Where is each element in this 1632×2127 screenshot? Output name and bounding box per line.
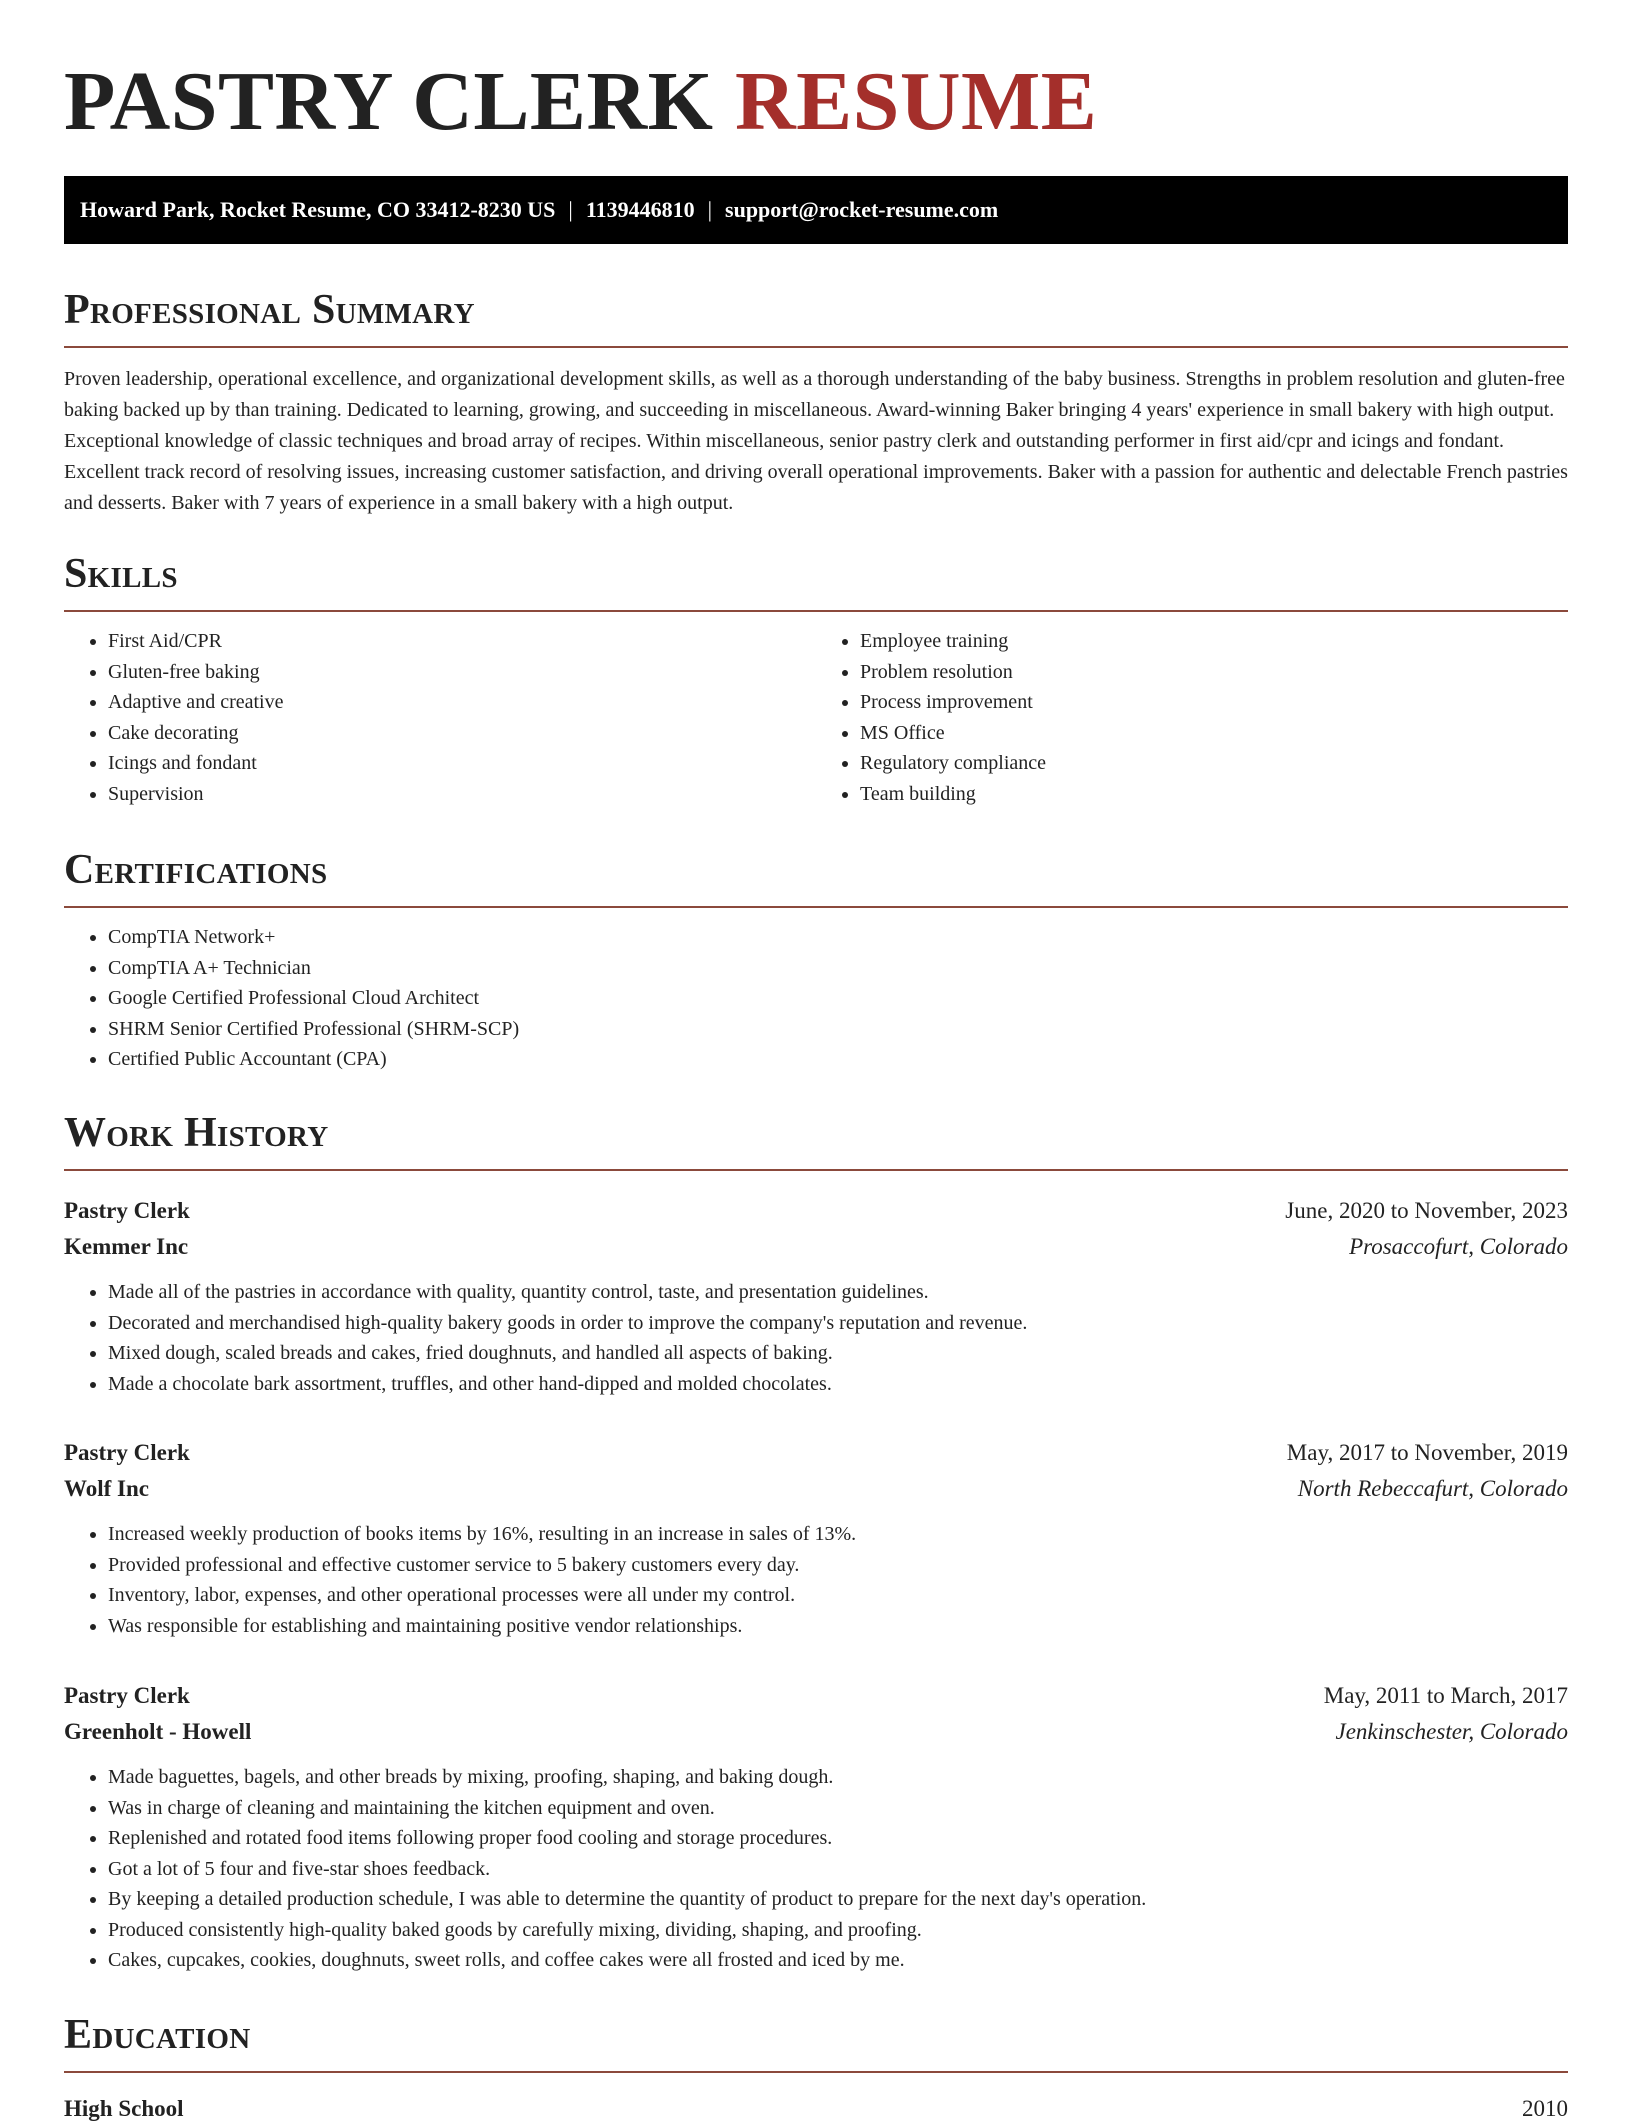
skill-item: • Gluten-free baking	[108, 657, 816, 688]
job-title: Pastry Clerk	[64, 1198, 190, 1223]
section-divider	[64, 346, 1568, 348]
job-company: Kemmer Inc	[64, 1234, 189, 1259]
job-duty: • Was responsible for establishing and maintaining positive vendor relationships.	[108, 1611, 1568, 1642]
job-company-row	[64, 1714, 1568, 1750]
job-duties-list	[64, 1277, 1568, 1399]
job-duty: • Was in charge of cleaning and maintaining the kitchen equipment and oven.	[108, 1793, 1568, 1824]
contact-separator: |	[707, 197, 713, 222]
certification-item: • CompTIA Network+	[108, 922, 1568, 953]
contact-separator: |	[568, 197, 573, 222]
skill-item: • Adaptive and creative	[108, 687, 816, 718]
contact-address: Howard Park, Rocket Resume, CO 33412-8230 US	[80, 197, 556, 222]
education-heading: Education	[64, 2012, 251, 2058]
education-school: High School	[64, 2096, 184, 2121]
job-entry	[64, 1435, 1568, 1641]
resume-title	[64, 0, 1568, 152]
skill-item: • Cake decorating	[108, 718, 816, 749]
job-duty: • Increased weekly production of books items by 16%, resulting in an increase in sales of 13%.	[108, 1519, 1568, 1550]
job-location: Jenkinschester, Colorado	[1335, 1719, 1568, 1744]
summary-text: Proven leadership, operational excellence, and organizational development skills, as well as a thorough understanding of the baby business. Strengths in problem resolution and gluten-free baking backed up by than training. Dedicated to learning, growing, and succeeding in miscellaneous. Award-winning Baker bringing 4 years' experience in small bakery with high output. Exceptional knowledge of classic techniques and broad array of recipes. Within miscellaneous, senior pastry clerk and outstanding performer in first aid/cpr and icings and fondant. Excellent track record of resolving issues, increasing customer satisfaction, and driving overall operational improvements. Baker with a passion for authentic and delectable French pastries and desserts. Baker with 7 years of experience in a small bakery with a high output.	[64, 368, 1568, 514]
job-dates: June, 2020 to November, 2023	[1285, 1198, 1568, 1223]
job-header-row	[64, 1435, 1568, 1471]
job-title: Pastry Clerk	[64, 1683, 190, 1708]
certification-item: • CompTIA A+ Technician	[108, 953, 1568, 984]
skill-item: • Regulatory compliance	[860, 748, 1568, 779]
job-duty: • Made all of the pastries in accordance with quality, quantity control, taste, and presentation guidelines.	[108, 1277, 1568, 1308]
job-duties-list	[64, 1519, 1568, 1641]
skill-item: • Team building	[860, 779, 1568, 810]
job-duty: • Got a lot of 5 four and five-star shoes feedback.	[108, 1854, 1568, 1885]
certifications-heading: Certifications	[64, 847, 328, 893]
job-location: Prosaccofurt, Colorado	[1349, 1234, 1568, 1259]
skills-right-list	[816, 626, 1568, 809]
work-history-heading: Work History	[64, 1110, 329, 1156]
contact-phone: 1139446810	[585, 197, 695, 222]
contact-bar	[64, 176, 1568, 244]
job-entry	[64, 1193, 1568, 1399]
job-duty: • Produced consistently high-quality baked goods by carefully mixing, dividing, shaping, and proofing.	[108, 1915, 1568, 1946]
skills-heading: Skills	[64, 551, 178, 597]
skill-item: • Supervision	[108, 779, 816, 810]
job-entry	[64, 1678, 1568, 1976]
skills-columns	[64, 612, 1568, 809]
skill-item: • MS Office	[860, 718, 1568, 749]
job-duty: • Provided professional and effective customer service to 5 bakery customers every day.	[108, 1550, 1568, 1581]
job-duties-list	[64, 1762, 1568, 1976]
section-divider	[64, 2071, 1568, 2073]
skill-item: • Process improvement	[860, 687, 1568, 718]
job-duty: • Decorated and merchandised high-quality bakery goods in order to improve the company's reputation and revenue.	[108, 1308, 1568, 1339]
certifications-section	[64, 846, 1568, 1075]
skills-section	[64, 550, 1568, 809]
work-history-section	[64, 1109, 1568, 1171]
certification-item: • SHRM Senior Certified Professional (SHRM-SCP)	[108, 1014, 1568, 1045]
section-divider	[64, 906, 1568, 908]
job-duty: • By keeping a detailed production schedule, I was able to determine the quantity of product to prepare for the next day's operation.	[108, 1884, 1568, 1915]
job-company: Greenholt - Howell	[64, 1719, 252, 1744]
job-header-row	[64, 1678, 1568, 1714]
skill-item: • First Aid/CPR	[108, 626, 816, 657]
contact-email[interactable]: support@rocket-resume.com	[725, 197, 999, 222]
certification-item: • Google Certified Professional Cloud Architect	[108, 983, 1568, 1014]
education-year: 2010	[1522, 2096, 1568, 2121]
job-duty: • Cakes, cupcakes, cookies, doughnuts, sweet rolls, and coffee cakes were all frosted and iced by me.	[108, 1945, 1568, 1976]
job-title: Pastry Clerk	[64, 1440, 190, 1465]
skill-item: • Employee training	[860, 626, 1568, 657]
certifications-list	[64, 922, 1568, 1075]
job-dates: May, 2017 to November, 2019	[1286, 1440, 1568, 1465]
job-location: North Rebeccafurt, Colorado	[1297, 1476, 1568, 1501]
education-entry	[64, 2091, 1568, 2127]
job-company: Wolf Inc	[64, 1476, 149, 1501]
job-duty: • Made baguettes, bagels, and other breads by mixing, proofing, shaping, and baking dough.	[108, 1762, 1568, 1793]
title-accent: RESUME	[734, 55, 1098, 148]
summary-section	[64, 286, 1568, 519]
resume-page	[64, 0, 1568, 2121]
job-company-row	[64, 1471, 1568, 1507]
title-main: PASTRY CLERK	[64, 55, 714, 148]
job-duty: • Replenished and rotated food items following proper food cooling and storage procedures.	[108, 1823, 1568, 1854]
skills-left-list	[64, 626, 816, 809]
certification-item: • Certified Public Accountant (CPA)	[108, 1044, 1568, 1075]
job-company-row	[64, 1229, 1568, 1265]
job-duty: • Made a chocolate bark assortment, truffles, and other hand-dipped and molded chocolates.	[108, 1369, 1568, 1400]
summary-heading: Professional Summary	[64, 287, 475, 333]
skill-item: • Problem resolution	[860, 657, 1568, 688]
job-duty: • Mixed dough, scaled breads and cakes, fried doughnuts, and handled all aspects of baking.	[108, 1338, 1568, 1369]
education-section	[64, 2011, 1568, 2127]
job-header-row	[64, 1193, 1568, 1229]
section-divider	[64, 1169, 1568, 1171]
skill-item: • Icings and fondant	[108, 748, 816, 779]
job-duty: • Inventory, labor, expenses, and other operational processes were all under my control.	[108, 1580, 1568, 1611]
job-dates: May, 2011 to March, 2017	[1323, 1683, 1568, 1708]
